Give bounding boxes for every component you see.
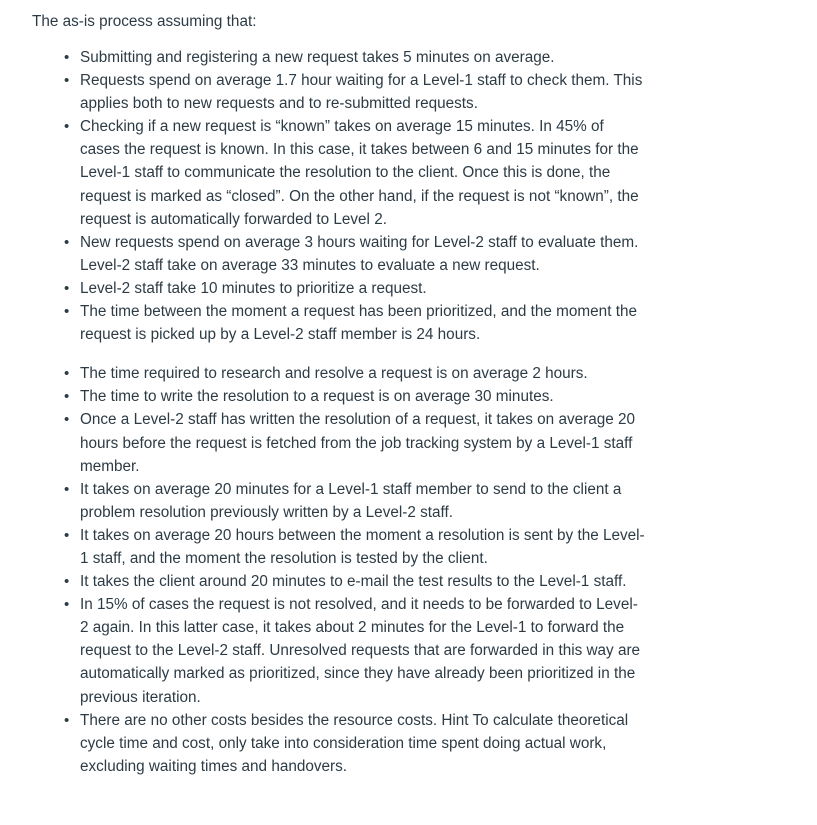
list-item-text: Level-2 staff take 10 minutes to prioritize a request. xyxy=(80,279,427,297)
list-item-text: Requests spend on average 1.7 hour waiting for a Level-1 staff to check them. This applies both to new requests and to re-submitted requests. xyxy=(80,72,643,113)
bullet-icon: • xyxy=(64,118,70,136)
list-item xyxy=(64,115,645,230)
list-item xyxy=(64,300,645,346)
bullet-icon: • xyxy=(64,480,70,498)
bullet-icon: • xyxy=(64,365,70,383)
list-item-text: Once a Level-2 staff has written the resolution of a request, it takes on average 20 hours before the request is fetched from the job tracking system by a Level-1 staff member. xyxy=(80,411,635,475)
bullet-icon: • xyxy=(64,233,70,251)
bullet-icon: • xyxy=(64,711,70,729)
list-item-text: Checking if a new request is “known” takes on average 15 minutes. In 45% of cases the request is known. In this case, it takes between 6 and 15 minutes for the Level-1 staff to communicate the resolution to the client. Once this is done, the request is marked as “closed”. On the other hand, if the request is not “known”, the request is automatically forwarded to Level 2. xyxy=(80,118,639,228)
list-item xyxy=(64,277,645,300)
bullet-icon: • xyxy=(64,596,70,614)
list-item xyxy=(64,524,645,570)
list-item xyxy=(64,362,645,385)
list-item-text: In 15% of cases the request is not resolved, and it needs to be forwarded to Level-2 again. In this latter case, it takes about 2 minutes for the Level-1 to forward the request to the Level-2 staff. Unresolved requests that are forwarded in this way are automatically marked as prioritized, since they have already been prioritized in the previous iteration. xyxy=(80,596,641,706)
bullet-icon: • xyxy=(64,303,70,321)
bullet-icon: • xyxy=(64,411,70,429)
list-item xyxy=(64,408,645,477)
bullet-icon: • xyxy=(64,573,70,591)
list-item-text: New requests spend on average 3 hours waiting for Level-2 staff to evaluate them. Level-2 staff take on average 33 minutes to evaluate a new request. xyxy=(80,233,639,274)
list-item xyxy=(64,69,645,115)
intro-text: The as-is process assuming that: xyxy=(32,13,257,30)
list-item-text: It takes on average 20 minutes for a Level-1 staff member to send to the client a problem resolution previously written by a Level-2 staff. xyxy=(80,480,622,521)
list-item xyxy=(64,385,645,408)
list-item-text: Submitting and registering a new request takes 5 minutes on average. xyxy=(80,49,555,66)
bullet-icon: • xyxy=(64,72,70,90)
list-item-text: The time between the moment a request has been prioritized, and the moment the request is picked up by a Level-2 staff member is 24 hours. xyxy=(80,303,637,344)
list-item-text: The time to write the resolution to a request is on average 30 minutes. xyxy=(80,388,554,406)
list-item xyxy=(64,709,645,778)
list-item xyxy=(64,570,645,593)
list-item xyxy=(64,593,645,708)
list-item-text: There are no other costs besides the resource costs. Hint To calculate theoretical cycle time and cost, only take into consideration time spent doing actual work, excluding waiting times and handovers. xyxy=(80,711,629,775)
list-item-text: It takes the client around 20 minutes to e-mail the test results to the Level-1 staff. xyxy=(80,573,627,591)
bullet-icon: • xyxy=(64,49,70,66)
bullet-icon: • xyxy=(64,279,70,297)
list-item-text: The time required to research and resolve a request is on average 2 hours. xyxy=(80,365,588,383)
list-item xyxy=(64,478,645,524)
bullet-icon: • xyxy=(64,388,70,406)
assumptions-list-1 xyxy=(32,46,645,346)
list-item xyxy=(64,231,645,277)
assumptions-list-2 xyxy=(32,362,645,778)
list-item xyxy=(64,46,645,69)
list-item-text: It takes on average 20 hours between the moment a resolution is sent by the Level-1 staff, and the moment the resolution is tested by the client. xyxy=(80,526,645,567)
bullet-icon: • xyxy=(64,526,70,544)
